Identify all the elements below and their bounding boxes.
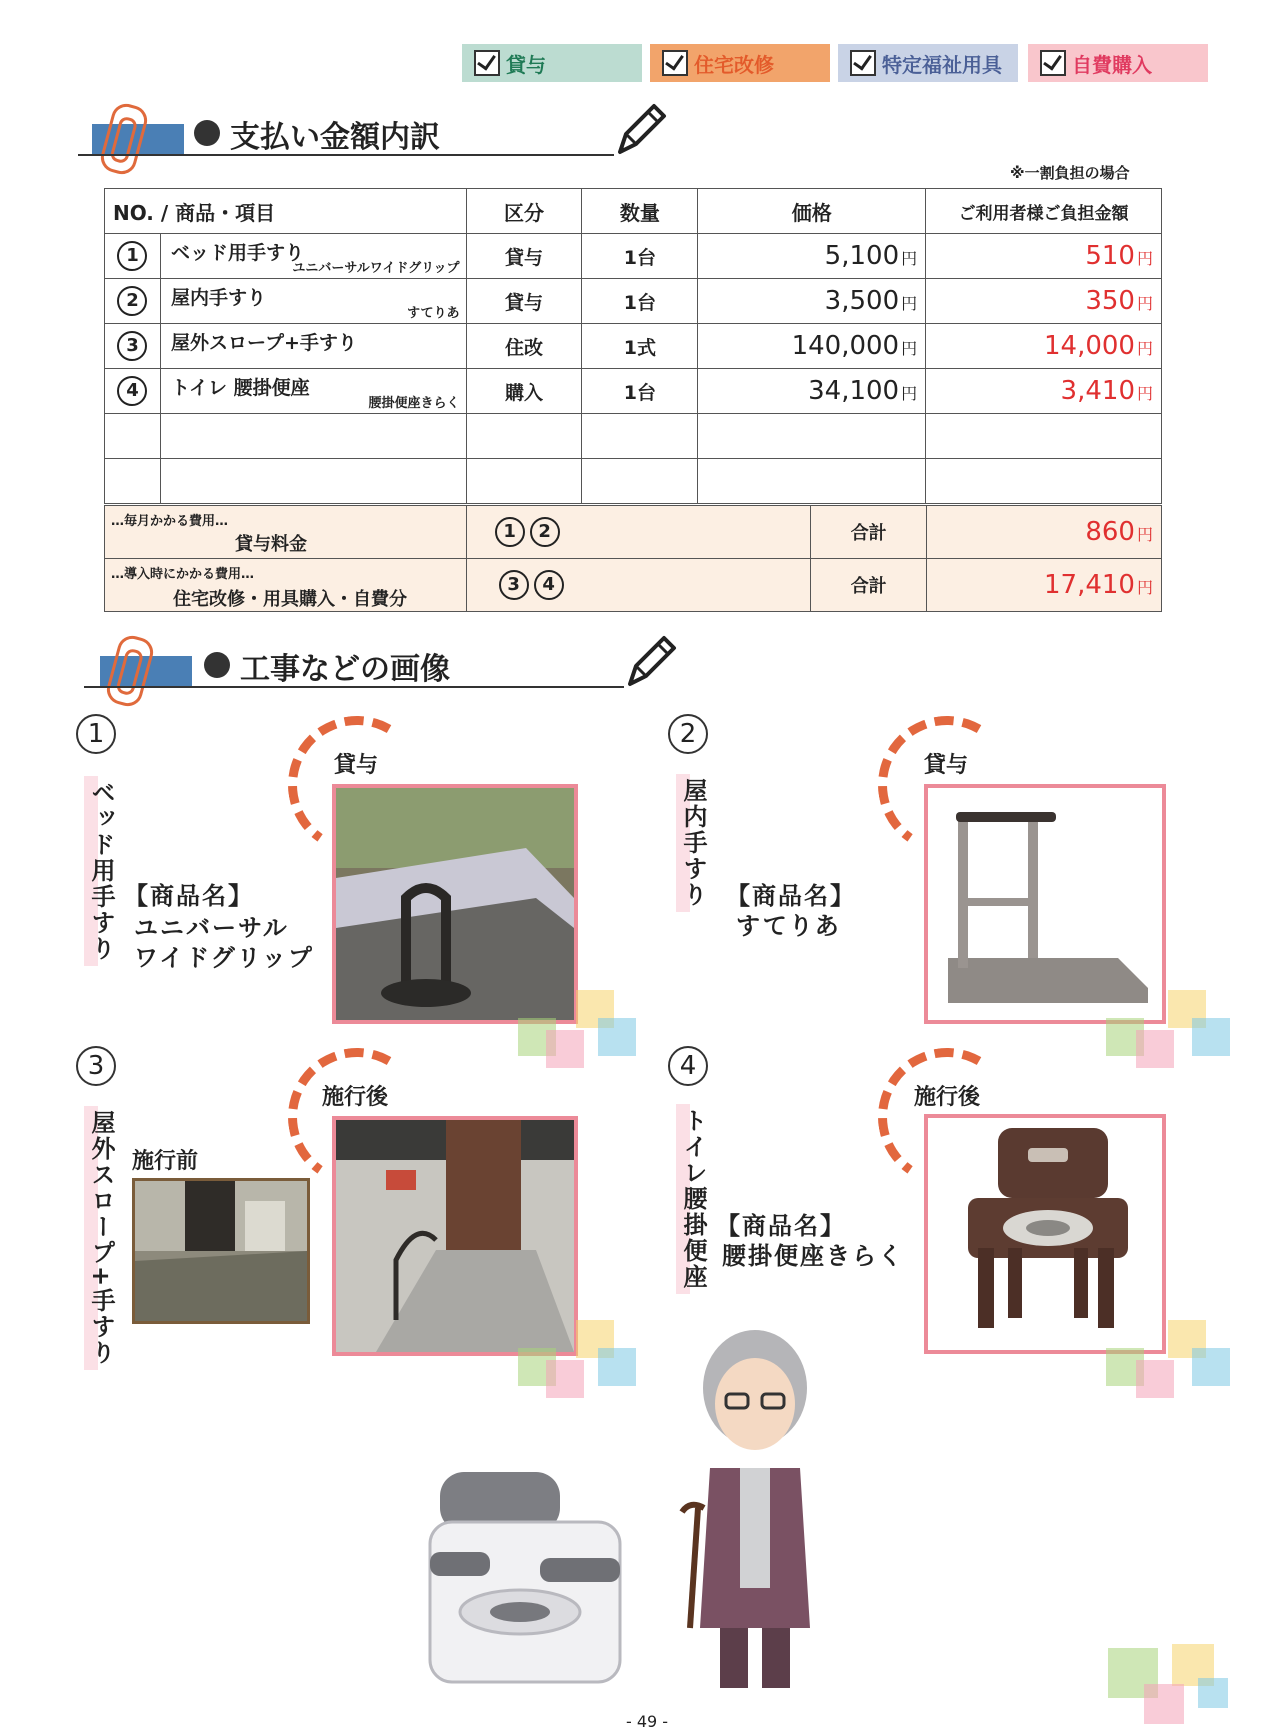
header-price: 価格 [698,189,926,234]
yen-unit: 円 [1136,339,1153,358]
elderly-woman-illustration [670,1328,840,1708]
summary-item: 4 [534,570,564,600]
header-category: 区分 [466,189,582,234]
header-item: NO. / 商品・項目 [105,189,467,234]
photo-badge: 施行後 [322,1085,389,1110]
photo-after-slope [332,1116,578,1356]
vertical-label: 屋内手すり [676,774,711,912]
tab-rental [462,44,642,82]
deco-square [1144,1684,1184,1724]
row-number: 4 [117,376,147,406]
vertical-label: トイレ腰掛便座 [676,1104,711,1294]
toilet-chair-image [928,1118,1162,1350]
summary-small-label: …毎月かかる費用… [111,514,229,529]
row-product: ユニバーサルワイドグリップ [292,261,460,276]
row-number: 1 [117,241,147,271]
yen-unit: 円 [901,294,918,313]
section-title-payment: 支払い金額内訳 [230,120,440,155]
summary-label: 住宅改修・用具購入・自費分 [173,589,407,610]
summary-total: 17,410 [1044,570,1135,600]
portable-toilet-illustration [420,1462,630,1702]
deco-square [546,1360,584,1398]
summary-row [105,506,1162,559]
row-name: 屋外スロープ+手すり [170,332,357,354]
row-qty: 1台 [582,234,698,279]
bullet-dot [194,120,220,146]
photo-number: 2 [668,714,708,754]
bed-handrail-image [336,788,574,1020]
bullet-dot [204,652,230,678]
row-qty: 1式 [582,324,698,369]
summary-table [104,505,1162,612]
row-user-pay: 350 [1085,286,1135,316]
photo-toilet-chair [924,1114,1166,1354]
page-number: - 49 - [626,1712,669,1731]
product-name-line: ユニバーサル [134,914,289,942]
yen-unit: 円 [1136,249,1153,268]
row-product: 腰掛便座きらく [368,396,460,411]
yen-unit: 円 [1136,294,1153,313]
row-qty: 1台 [582,279,698,324]
tab-label: 自費購入 [1072,52,1152,77]
check-icon [1040,50,1066,76]
summary-item: 3 [499,570,529,600]
paperclip-icon [98,101,151,178]
deco-square [598,1018,636,1056]
product-name-line: ワイドグリップ [134,944,314,972]
row-price: 140,000 [791,331,900,361]
table-row-empty [105,459,1162,504]
summary-small-label: …導入時にかかる費用… [111,567,255,582]
photo-number: 1 [76,714,116,754]
row-name: 屋内手すり [170,287,266,309]
header-user-pay: ご利用者様ご負担金額 [926,189,1162,234]
tab-self-purchase [1028,44,1208,82]
yen-unit: 円 [1136,525,1153,544]
tab-welfare-equipment [838,44,1018,82]
row-category: 貸与 [466,279,582,324]
row-name: トイレ 腰掛便座 [170,377,310,399]
tab-label: 特定福祉用具 [882,52,1002,77]
pencil-icon [622,632,678,692]
section-title-images: 工事などの画像 [240,652,450,687]
tab-home-renovation [650,44,830,82]
row-price: 3,500 [824,286,900,316]
summary-item: 1 [495,517,525,547]
deco-square [1192,1348,1230,1386]
summary-total-label: 合計 [811,506,927,559]
photo-number: 3 [76,1046,116,1086]
product-name-line: すてりあ [736,912,841,940]
yen-unit: 円 [901,339,918,358]
header-qty: 数量 [582,189,698,234]
summary-item: 2 [530,517,560,547]
paperclip-icon [104,633,157,710]
table-row [105,324,1162,369]
slope-image [336,1120,574,1352]
summary-total: 860 [1085,517,1135,547]
row-number: 3 [117,331,147,361]
yen-unit: 円 [901,384,918,403]
before-label: 施行前 [132,1149,199,1174]
row-category: 購入 [466,369,582,414]
row-qty: 1台 [582,369,698,414]
payment-table [104,188,1162,504]
row-category: 住改 [466,324,582,369]
row-price: 34,100 [808,376,900,406]
summary-row [105,559,1162,612]
product-name-line: 腰掛便座きらく [722,1242,904,1270]
table-row [105,369,1162,414]
tab-label: 住宅改修 [694,52,774,77]
row-user-pay: 3,410 [1060,376,1135,406]
table-row-empty [105,414,1162,459]
table-header-row [105,189,1162,234]
table-row [105,234,1162,279]
indoor-handrail-image [928,788,1162,1020]
deco-square [1192,1018,1230,1056]
photo-before [132,1178,310,1324]
photo-bed-handrail [332,784,578,1024]
product-name-label: 【商品名】 [726,882,856,910]
before-image [135,1181,307,1321]
vertical-label: ベッド用手すり [84,776,119,966]
check-icon [474,50,500,76]
row-name: ベッド用手すり [170,242,304,264]
yen-unit: 円 [1136,578,1153,597]
yen-unit: 円 [901,249,918,268]
deco-square [546,1030,584,1068]
vertical-label: 屋外スロープ+手すり [84,1106,119,1370]
yen-unit: 円 [1136,384,1153,403]
row-user-pay: 14,000 [1044,331,1135,361]
check-icon [850,50,876,76]
pencil-icon [612,100,668,160]
summary-label: 貸与料金 [235,534,307,555]
row-price: 5,100 [824,241,900,271]
photo-badge: 貸与 [924,753,969,778]
product-name-label: 【商品名】 [716,1212,846,1240]
deco-square [1136,1030,1174,1068]
photo-indoor-handrail [924,784,1166,1024]
photo-badge: 貸与 [334,753,379,778]
product-name-label: 【商品名】 [124,882,254,910]
table-row [105,279,1162,324]
check-icon [662,50,688,76]
tab-label: 貸与 [506,52,546,77]
deco-square [598,1348,636,1386]
photo-number: 4 [668,1046,708,1086]
row-user-pay: 510 [1085,241,1135,271]
deco-square [1198,1678,1228,1708]
photo-badge: 施行後 [914,1085,981,1110]
row-category: 貸与 [466,234,582,279]
row-number: 2 [117,286,147,316]
row-product: すてりあ [407,306,460,321]
deco-square [1136,1360,1174,1398]
burden-note: ※一割負担の場合 [1010,164,1130,182]
summary-total-label: 合計 [811,559,927,612]
